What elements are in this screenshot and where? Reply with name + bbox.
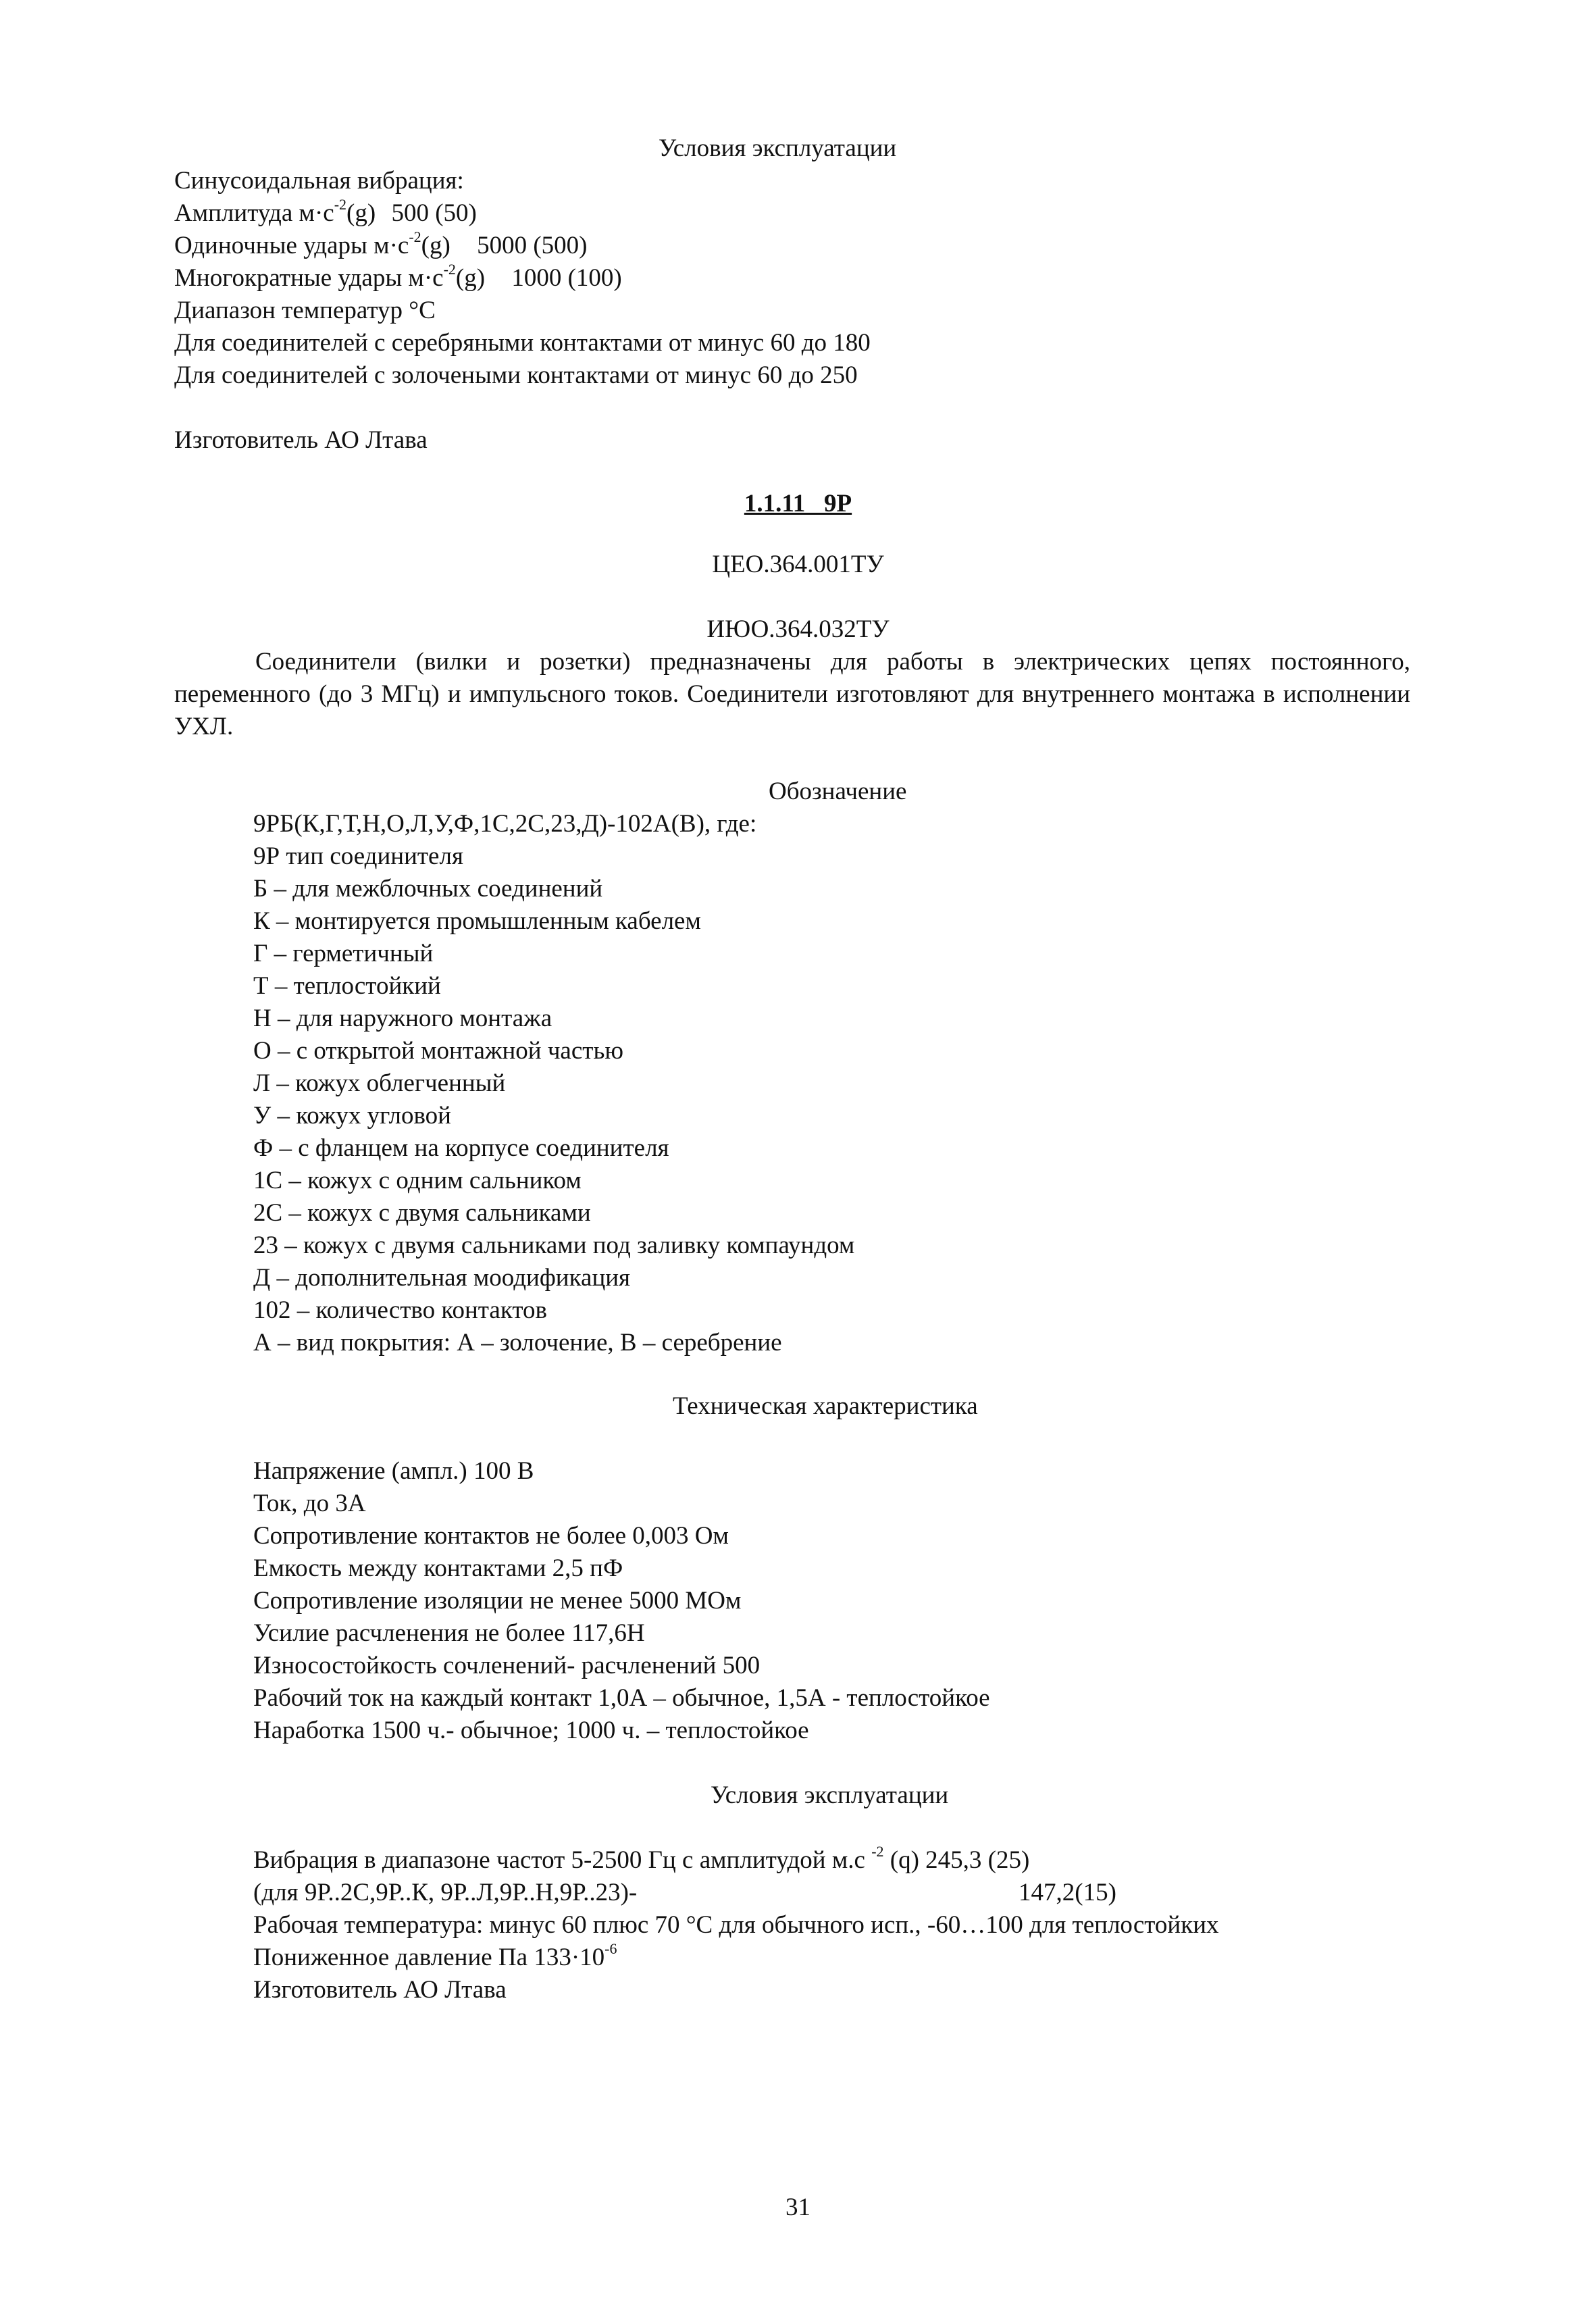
single-shocks-sup: -2 [409,228,421,245]
page-number: 31 [786,2194,810,2221]
designation-item: У – кожух угловой [253,1102,451,1130]
conditions-title-1: Условия эксплуатации [659,134,897,162]
spec-number-1: ЦЕО.364.001ТУ [712,551,884,578]
tech-title: Техническая характеристика [673,1392,978,1420]
designation-title: Обозначение [769,778,907,805]
spec-number-2: ИЮО.364.032ТУ [706,615,890,643]
tech-item: Напряжение (ампл.) 100 В [253,1457,534,1485]
section-heading: 1.1.11 9Р [744,490,852,517]
conditions-title-2: Условия эксплуатации [711,1781,949,1809]
amplitude-label: Амплитуда м·с [174,199,334,227]
vibration-value: (q) 245,3 (25) [890,1846,1030,1874]
designation-item: 23 – кожух с двумя сальниками под заливку компаундом [253,1232,855,1259]
vibration-label: Вибрация в диапазоне частот 5-2500 Гц с амплитудой м.с [253,1846,865,1874]
tech-item: Рабочий ток на каждый контакт 1,0А – обычное, 1,5А - теплостойкое [253,1684,990,1712]
designation-item: Ф – с фланцем на корпусе соединителя [253,1134,669,1162]
designation-item: 1С – кожух с одним сальником [253,1167,582,1194]
designation-item: 2С – кожух с двумя сальниками [253,1199,591,1227]
designation-item: 9Р тип соединителя [253,842,463,870]
designation-item: Т – теплостойкий [253,972,441,1000]
designation-item: 9РБ(К,Г,Т,Н,О,Л,У,Ф,1С,2С,23,Д)-102А(В), где: [253,810,757,838]
single-shocks-value: 5000 (500) [477,232,588,259]
amplitude-value: 500 (50) [391,199,477,227]
designation-item: А – вид покрытия: А – золочение, В – серебрение [253,1329,782,1357]
designation-item: Л – кожух облегченный [253,1069,506,1097]
designation-item: Г – герметичный [253,940,434,967]
vibration-sup: -2 [871,1842,884,1860]
tech-item: Сопротивление контактов не более 0,003 Ом [253,1522,729,1550]
multiple-shocks-row [174,262,622,295]
temp-range-label: Диапазон температур °С [174,297,436,324]
tech-item: Емкость между контактами 2,5 пФ [253,1554,623,1582]
designation-item: К – монтируется промышленным кабелем [253,907,701,935]
multiple-shocks-label: Многократные удары м·с [174,264,444,292]
vibration-alt-label: (для 9Р..2С,9Р..К, 9Р..Л,9Р..Н,9Р..23)- [253,1879,638,1906]
vibration-row [253,1844,1029,1877]
amplitude-unit: (g) [346,199,376,227]
multiple-shocks-sup: -2 [443,260,456,278]
designation-item: 102 – количество контактов [253,1296,547,1324]
multiple-shocks-value: 1000 (100) [511,264,622,292]
description-paragraph: Соединители (вилки и розетки) предназначены для работы в электрических цепях постоянного, переменного (до 3 МГц) и импульсного токов. Соединители изготовляют для внутреннего монтажа в исполнении УХЛ. [174,648,1410,740]
tech-item: Ток, до 3А [253,1490,366,1517]
tech-item: Наработка 1500 ч.- обычное; 1000 ч. – теплостойкое [253,1717,809,1744]
amplitude-row [174,197,477,230]
designation-item: Б – для межблочных соединений [253,875,603,903]
tech-item: Усилие расчленения не более 117,6Н [253,1619,645,1647]
single-shocks-label: Одиночные удары м·с [174,232,409,259]
low-pressure-row [253,1942,617,1974]
silver-contacts-text: Для соединителей с серебряными контактами от минус 60 до 180 [174,329,871,357]
low-pressure-label: Пониженное давление Па 133·10 [253,1944,605,1971]
multiple-shocks-unit: (g) [455,264,486,292]
single-shocks-unit: (g) [421,232,451,259]
amplitude-sup: -2 [334,195,347,213]
tech-item: Износостойкость сочленений- расчленений 500 [253,1652,761,1679]
designation-item: О – с открытой монтажной частью [253,1037,623,1065]
low-pressure-sup: -6 [604,1940,617,1957]
work-temp-text: Рабочая температура: минус 60 плюс 70 °С для обычного исп., -60…100 для теплостойких [253,1911,1219,1939]
manufacturer-1: Изготовитель АО Лтава [174,426,428,454]
single-shocks-row [174,230,587,262]
sinus-vibration-label: Синусоидальная вибрация: [174,167,464,195]
gold-contacts-text: Для соединителей с золочеными контактами от минус 60 до 250 [174,361,858,389]
tech-item: Сопротивление изоляции не менее 5000 МОм [253,1587,742,1615]
vibration-alt-value: 147,2(15) [1019,1879,1116,1906]
manufacturer-2: Изготовитель АО Лтава [253,1976,507,2004]
designation-item: Н – для наружного монтажа [253,1005,552,1032]
designation-item: Д – дополнительная моодификация [253,1264,631,1292]
